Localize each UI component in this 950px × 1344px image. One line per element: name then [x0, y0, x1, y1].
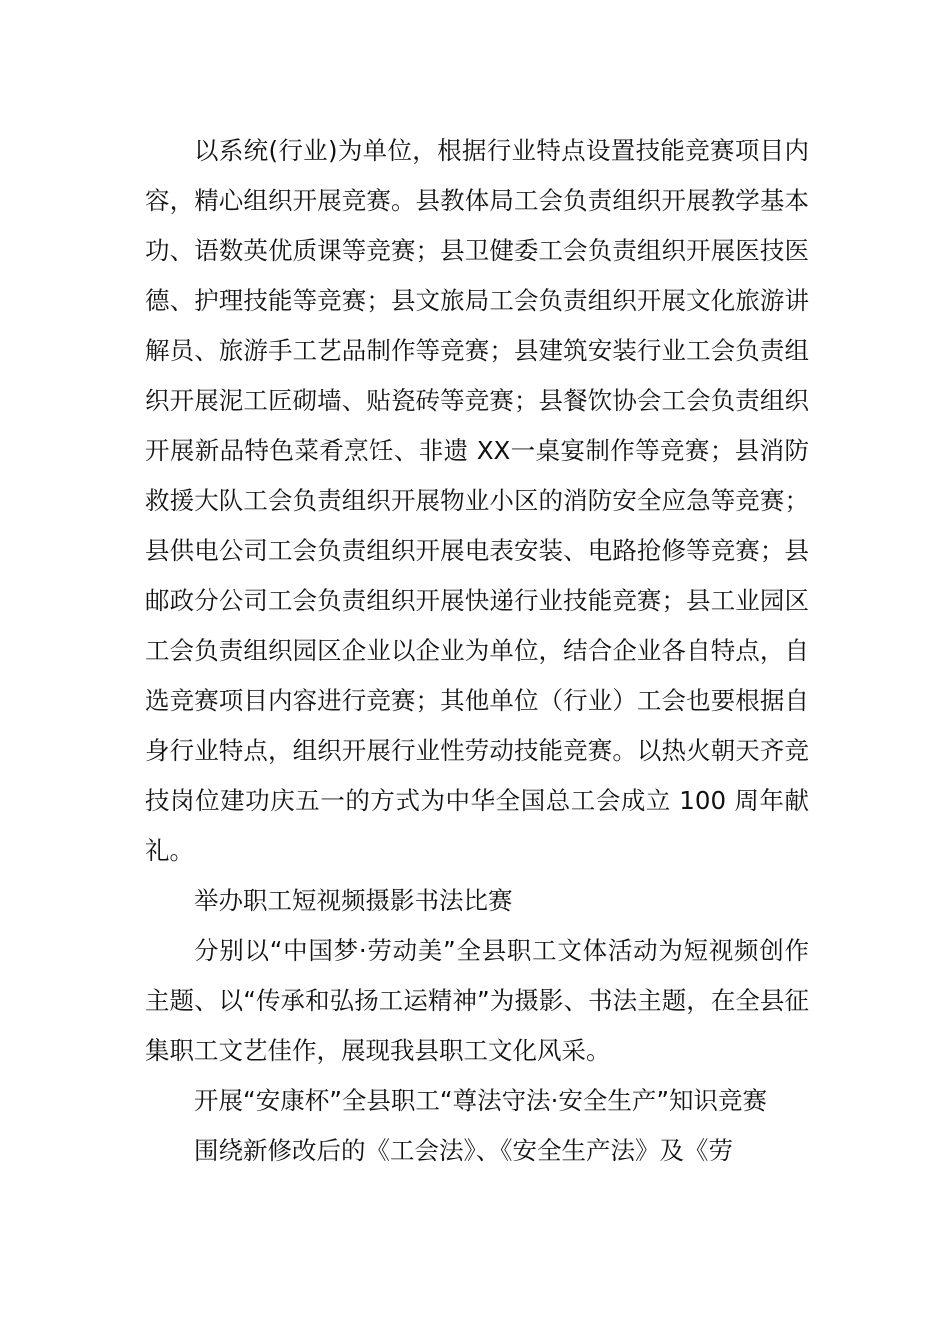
paragraph-short-video-photo-calligraphy: 分别以“中国梦·劳动美”全县职工文体活动为短视频创作主题、以“传承和弘扬工运精神”为摄影、书法主题，在全县征集职工文艺佳作，展现我县职工文化风采。	[145, 936, 809, 1065]
heading-short-video-photo-calligraphy: 举办职工短视频摄影书法比赛	[194, 886, 513, 915]
document-body	[145, 126, 809, 1176]
paragraph-skill-competitions: 以系统(行业)为单位，根据行业特点设置技能竞赛项目内容，精心组织开展竞赛。县教体局工会负责组织开展教学基本功、语数英优质课等竞赛；县卫健委工会负责组织开展医技医德、护理技能等竞赛；县文旅局工会负责组织开展文化旅游讲解员、旅游手工艺品制作等竞赛；县建筑安装行业工会负责组织开展泥工匠砌墙、贴瓷砖等竞赛；县餐饮协会工会负责组织开展新品特色菜肴烹饪、非遗 XX一桌宴制作等竞赛；县消防救援大队工会负责组织开展物业小区的消防安全应急等竞赛；县供电公司工会负责组织开展电表安装、电路抢修等竞赛；县邮政分公司工会负责组织开展快递行业技能竞赛；县工业园区工会负责组织园区企业以企业为单位，结合企业各自特点，自选竞赛项目内容进行竞赛；其他单位（行业）工会也要根据自身行业特点，组织开展行业性劳动技能竞赛。以热火朝天齐竞技岗位建功庆五一的方式为中华全国总工会成立 100 周年献礼。	[145, 136, 809, 865]
heading-ankang-cup-quiz: 开展“安康杯”全县职工“尊法守法·安全生产”知识竞赛	[194, 1086, 768, 1115]
paragraph-ankang-cup-quiz: 围绕新修改后的《工会法》、《安全生产法》及《劳	[194, 1136, 733, 1165]
